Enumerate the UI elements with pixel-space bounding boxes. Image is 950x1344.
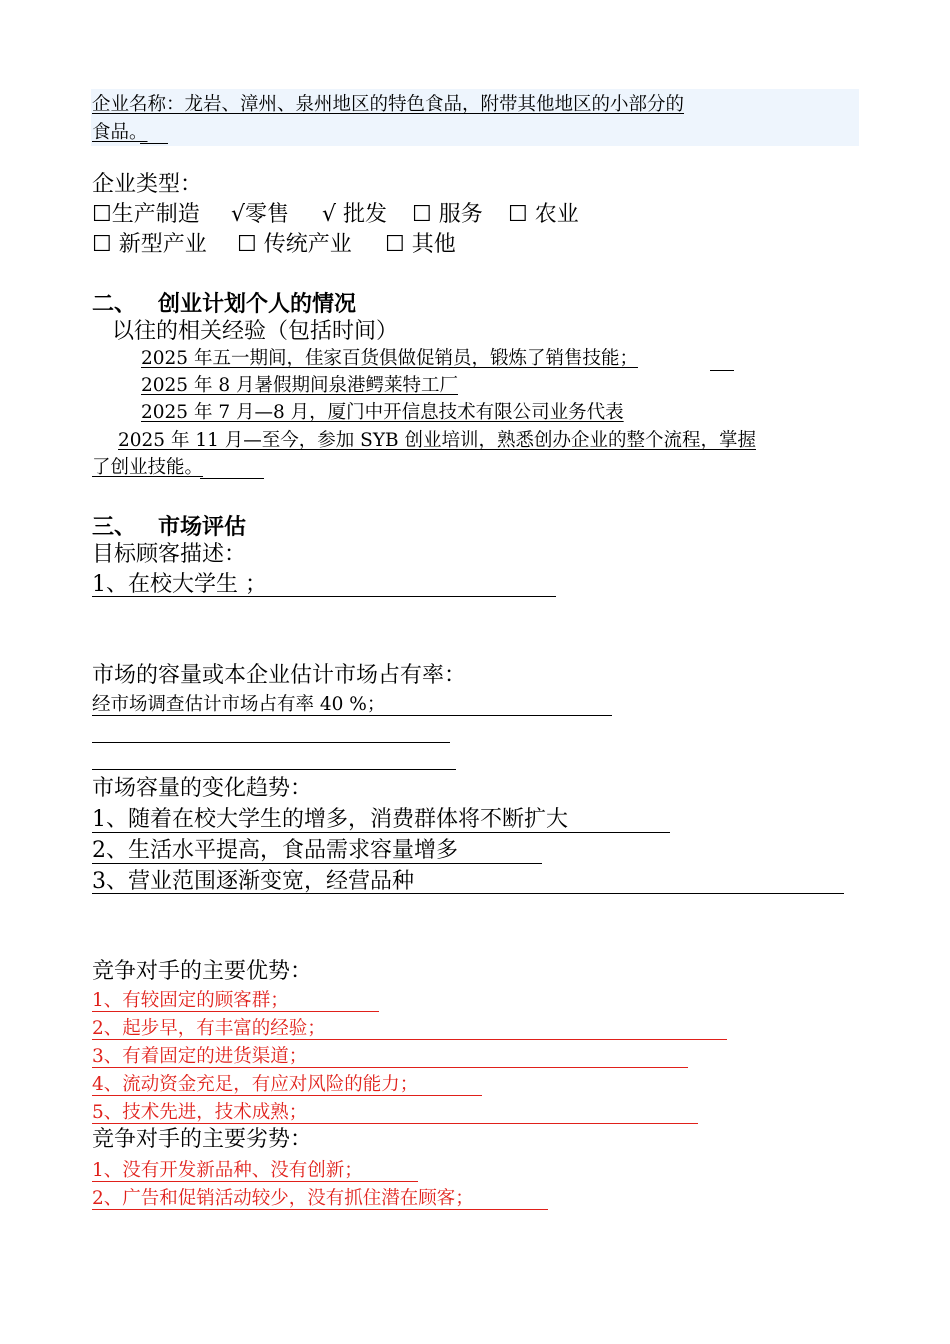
section2-title: 创业计划个人的情况 [158,291,357,317]
section2-number: 二、 [92,291,137,317]
market-trend-line-3 [92,893,844,894]
target-customer-item: 1、在校大学生 ； [92,572,267,597]
experience-item-4-line2: 了创业技能。 [92,457,204,478]
market-share-value: 经市场调查估计市场占有率 40 %； [92,694,386,715]
enterprise-type-label: 企业类型： [92,172,203,197]
competitor-advantage-4: 4、流动资金充足，有应对风险的能力； [92,1074,419,1095]
enterprise-type-option-manufacturing[interactable]: ☐生产制造 [92,202,200,227]
target-customer-line [92,596,556,597]
experience-item-1-blank-line [710,370,734,371]
company-name-line1: 企业名称：龙岩、漳州、泉州地区的特色食品，附带其他地区的小部分的 [92,94,685,115]
competitor-advantage-1: 1、有较固定的顾客群； [92,990,289,1011]
market-trend-line-2 [92,863,542,864]
competitor-advantage-1-line [92,1011,379,1012]
market-trend-item-2: 2、生活水平提高，食品需求容量增多 [92,838,458,863]
competitor-advantage-4-line [92,1095,482,1096]
enterprise-type-option-new-industry[interactable]: ☐ 新型产业 [92,232,207,257]
market-trend-item-3: 3、营业范围逐渐变宽，经营品种 [92,869,414,894]
competitor-advantages-label: 竞争对手的主要优势： [92,959,313,984]
enterprise-type-option-wholesale[interactable]: √ 批发 [322,202,388,227]
competitor-advantage-3: 3、有着固定的进货渠道； [92,1046,308,1067]
enterprise-type-option-other[interactable]: ☐ 其他 [385,232,456,257]
section3-title: 市场评估 [158,514,247,540]
competitor-advantage-5-line [92,1123,698,1124]
blank-line-1 [92,742,450,743]
market-trend-item-1: 1、随着在校大学生的增多，消费群体将不断扩大 [92,807,568,832]
experience-item-2: 2025 年 8 月暑假期间泉港鳄莱特工厂 [141,375,458,396]
competitor-advantage-5: 5、技术先进，技术成熟； [92,1102,308,1123]
experience-item-3: 2025 年 7 月—8 月，厦门中开信息技术有限公司业务代表 [141,402,624,423]
competitor-disadvantage-2-line [92,1209,548,1210]
competitor-disadvantage-1: 1、没有开发新品种、没有创新； [92,1160,363,1181]
competitor-advantage-3-line [92,1067,688,1068]
experience-item-1: 2025 年五一期间，佳家百货俱做促销员，锻炼了销售技能； [141,348,638,369]
enterprise-type-option-service[interactable]: ☐ 服务 [412,202,483,227]
company-name-blank-line [140,143,168,144]
competitor-disadvantage-1-line [92,1181,418,1182]
market-share-line [92,715,612,716]
market-trend-label: 市场容量的变化趋势： [92,776,313,801]
market-trend-line-1 [92,832,670,833]
company-name-line2: 食品。 [92,122,148,143]
target-customer-label: 目标顾客描述： [92,542,247,567]
enterprise-type-option-agriculture[interactable]: ☐ 农业 [508,202,579,227]
experience-subheading: 以往的相关经验（包括时间） [112,319,399,344]
competitor-disadvantage-2: 2、广告和促销活动较少，没有抓住潜在顾客； [92,1188,474,1209]
competitor-advantage-2: 2、起步早，有丰富的经验； [92,1018,326,1039]
market-share-label: 市场的容量或本企业估计市场占有率： [92,663,467,688]
section3-number: 三、 [92,514,137,540]
enterprise-type-option-retail[interactable]: √零售 [231,202,290,227]
experience-item-4-line1: 2025 年 11 月—至今，参加 SYB 创业培训，熟悉创办企业的整个流程，掌握 [118,430,757,451]
blank-line-2 [92,769,456,770]
experience-item-4-blank-line [200,478,264,479]
competitor-advantage-2-line [92,1039,727,1040]
enterprise-type-option-traditional-industry[interactable]: ☐ 传统产业 [237,232,352,257]
competitor-disadvantages-label: 竞争对手的主要劣势： [92,1127,313,1152]
